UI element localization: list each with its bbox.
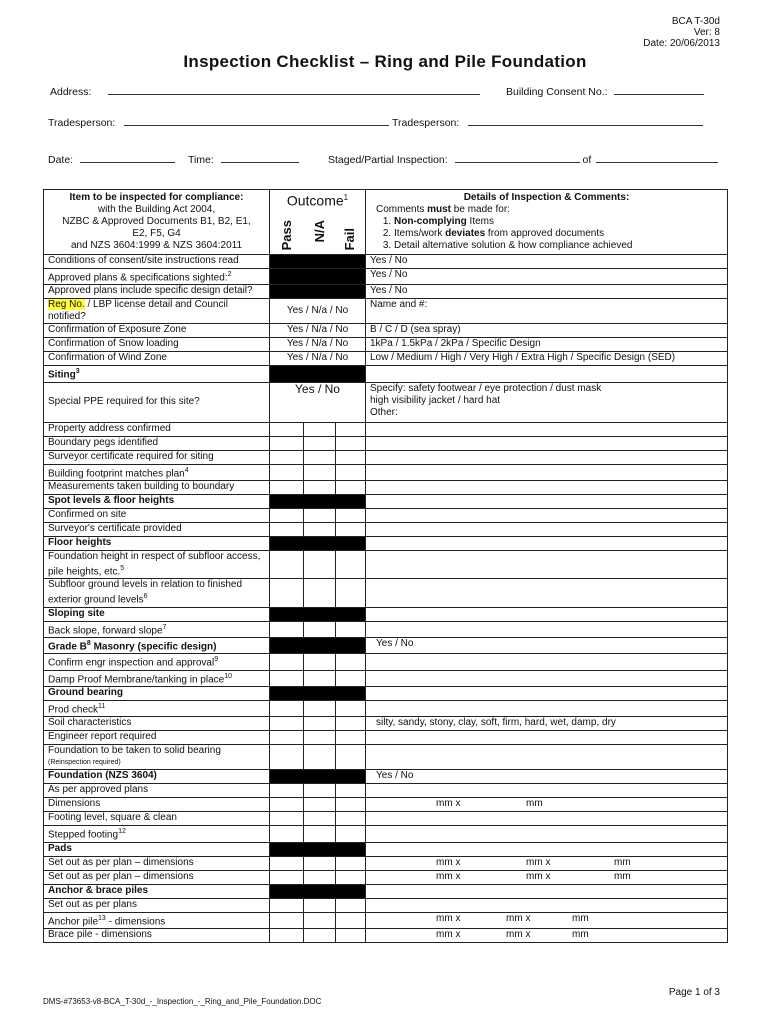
pass-cell[interactable]: [270, 550, 304, 578]
na-cell[interactable]: [304, 550, 336, 578]
dimensions-cell[interactable]: [366, 912, 728, 928]
staged-line: [328, 153, 718, 166]
consent-line: [506, 85, 704, 98]
fail-cell[interactable]: [336, 436, 366, 450]
date-field[interactable]: [80, 153, 175, 163]
details-intro: Comments must be made for:: [376, 204, 510, 215]
blocked-outcome: [270, 607, 366, 621]
table-row: [44, 670, 728, 686]
row-item: Special PPE required for this site?: [44, 382, 270, 422]
section-title: Anchor & brace piles: [44, 884, 270, 898]
row-details[interactable]: Specify: safety footwear / eye protection / dust mask high visibility jacket / hard hat Other:: [366, 382, 728, 422]
table-row: [44, 784, 728, 798]
table-row: [44, 912, 728, 928]
pass-cell[interactable]: [270, 912, 304, 928]
row-details[interactable]: [366, 884, 728, 898]
row-details[interactable]: Yes / No: [366, 637, 728, 653]
table-row: [44, 255, 728, 269]
pass-cell[interactable]: [270, 898, 304, 912]
blocked-outcome: [270, 842, 366, 856]
mm-label: mm: [572, 928, 589, 940]
pass-cell[interactable]: [270, 700, 304, 716]
row-item: Conditions of consent/site instructions read: [44, 255, 270, 269]
fail-header: Fail: [336, 212, 366, 254]
row-details[interactable]: [366, 826, 728, 842]
section-title: Floor heights: [44, 536, 270, 550]
table-row: [44, 422, 728, 436]
row-item: Footing level, square & clean: [44, 812, 270, 826]
blocked-outcome: [270, 686, 366, 700]
row-item: Building footprint matches plan$^4$: [44, 464, 270, 480]
section-row: [44, 366, 728, 382]
row-item: Foundation to be taken to solid bearing (Reinspection required): [44, 745, 270, 770]
section-row: [44, 536, 728, 550]
pass-cell[interactable]: [270, 654, 304, 670]
row-details[interactable]: [366, 522, 728, 536]
page-number: Page 1 of 3: [668, 987, 720, 998]
fail-cell[interactable]: [336, 550, 366, 578]
row-item: Subfloor ground levels in relation to finished exterior ground levels$^6$: [44, 579, 270, 607]
na-cell[interactable]: [304, 812, 336, 826]
details-item: 2. Items/work deviates from approved documents: [394, 228, 721, 240]
section-title: Foundation (NZS 3604): [44, 770, 270, 784]
row-outcome[interactable]: Yes / N/a / No: [270, 338, 366, 352]
na-cell[interactable]: [304, 508, 336, 522]
table-row: [44, 338, 728, 352]
row-item: Confirmation of Snow loading: [44, 338, 270, 352]
na-cell[interactable]: [304, 717, 336, 731]
outcome-footnote: 1: [343, 193, 349, 202]
row-details[interactable]: [366, 686, 728, 700]
fail-cell[interactable]: [336, 798, 366, 812]
fail-cell[interactable]: [336, 870, 366, 884]
row-item: Surveyor's certificate provided: [44, 522, 270, 536]
pass-header: Pass: [270, 212, 304, 254]
table-row: [44, 352, 728, 366]
dimensions-cell[interactable]: [366, 798, 728, 812]
row-item: Stepped footing$^{12}$: [44, 826, 270, 842]
section-title: Siting$^3$: [44, 366, 270, 382]
na-cell[interactable]: [304, 870, 336, 884]
table-row: [44, 450, 728, 464]
pass-cell[interactable]: [270, 856, 304, 870]
row-details[interactable]: Yes / No: [366, 269, 728, 285]
details-item: 1. Non-complying Items: [394, 216, 721, 228]
row-item: Set out as per plan – dimensions: [44, 870, 270, 884]
item-header-line: and NZS 3604:1999 & NZS 3604:2011: [70, 240, 243, 251]
na-cell[interactable]: [304, 928, 336, 942]
table-row: [44, 798, 728, 812]
fail-cell[interactable]: [336, 579, 366, 607]
of-field[interactable]: [596, 153, 718, 163]
na-cell[interactable]: [304, 826, 336, 842]
row-details[interactable]: [366, 621, 728, 637]
details-item: 3. Detail alternative solution & how compliance achieved: [394, 240, 721, 252]
row-details[interactable]: [366, 422, 728, 436]
mm-label: mm x: [506, 912, 531, 924]
row-details[interactable]: [366, 366, 728, 382]
table-row: [44, 436, 728, 450]
row-details[interactable]: [366, 579, 728, 607]
row-details[interactable]: [366, 842, 728, 856]
outcome-label: Outcome: [286, 192, 344, 209]
table-row: [44, 621, 728, 637]
section-title: Pads: [44, 842, 270, 856]
blocked-outcome: [270, 366, 366, 382]
na-cell[interactable]: [304, 670, 336, 686]
mm-label: mm x: [436, 798, 461, 810]
fail-cell[interactable]: [336, 745, 366, 770]
fail-cell[interactable]: [336, 856, 366, 870]
fail-cell[interactable]: [336, 731, 366, 745]
row-item: Damp Proof Membrane/tanking in place$^{10}$: [44, 670, 270, 686]
row-details[interactable]: [366, 494, 728, 508]
row-details[interactable]: [366, 700, 728, 716]
section-row: [44, 884, 728, 898]
na-cell[interactable]: [304, 700, 336, 716]
section-row: [44, 494, 728, 508]
na-cell[interactable]: [304, 798, 336, 812]
row-item: Confirmed on site: [44, 508, 270, 522]
na-cell[interactable]: [304, 654, 336, 670]
pass-cell[interactable]: [270, 784, 304, 798]
na-cell[interactable]: [304, 731, 336, 745]
mm-label: mm: [614, 870, 631, 882]
fail-cell[interactable]: [336, 826, 366, 842]
row-details[interactable]: [366, 450, 728, 464]
fail-cell[interactable]: [336, 670, 366, 686]
staged-label: Staged/Partial Inspection:: [328, 154, 448, 166]
form-version: Ver: 8: [693, 27, 720, 38]
table-row: [44, 870, 728, 884]
pass-cell[interactable]: [270, 717, 304, 731]
row-item: Dimensions: [44, 798, 270, 812]
table-row: [44, 731, 728, 745]
na-cell[interactable]: [304, 579, 336, 607]
na-cell[interactable]: [304, 522, 336, 536]
mm-label: mm: [526, 798, 543, 810]
dimensions-cell[interactable]: [366, 928, 728, 942]
mm-label: mm x: [526, 856, 551, 868]
na-cell[interactable]: [304, 784, 336, 798]
row-item: Property address confirmed: [44, 422, 270, 436]
mm-label: mm: [572, 912, 589, 924]
mm-label: mm x: [436, 856, 461, 868]
section-row: [44, 686, 728, 700]
row-details[interactable]: [366, 784, 728, 798]
row-item: Approved plans & specifications sighted:$^2$: [44, 269, 270, 285]
row-details[interactable]: [366, 607, 728, 621]
row-item: Surveyor certificate required for siting: [44, 450, 270, 464]
tradesperson2-field[interactable]: [468, 116, 703, 126]
row-details[interactable]: Name and #:: [366, 299, 728, 324]
pass-cell[interactable]: [270, 508, 304, 522]
row-item: Measurements taken building to boundary: [44, 480, 270, 494]
table-row: [44, 898, 728, 912]
dimensions-cell[interactable]: [366, 856, 728, 870]
pass-cell[interactable]: [270, 870, 304, 884]
row-details[interactable]: [366, 731, 728, 745]
pass-cell[interactable]: [270, 464, 304, 480]
fail-cell[interactable]: [336, 784, 366, 798]
form-code: BCA T-30d: [671, 16, 720, 27]
row-details[interactable]: B / C / D (sea spray): [366, 324, 728, 338]
blocked-outcome: [270, 884, 366, 898]
mm-label: mm x: [526, 870, 551, 882]
row-details[interactable]: [366, 436, 728, 450]
details-title: Details of Inspection & Comments:: [463, 192, 630, 203]
na-cell[interactable]: [304, 745, 336, 770]
row-item: Anchor pile$^{13}$ - dimensions: [44, 912, 270, 928]
fail-cell[interactable]: [336, 450, 366, 464]
row-item: Brace pile - dimensions: [44, 928, 270, 942]
details-header: [366, 190, 728, 255]
row-details[interactable]: 1kPa / 1.5kPa / 2kPa / Specific Design: [366, 338, 728, 352]
fail-cell[interactable]: [336, 812, 366, 826]
tradesperson1-field[interactable]: [124, 116, 389, 126]
row-outcome[interactable]: Yes / N/a / No: [270, 352, 366, 366]
consent-field[interactable]: [614, 85, 704, 95]
table-row: [44, 700, 728, 716]
row-item: Prod check$^{11}$: [44, 700, 270, 716]
row-outcome[interactable]: Yes / N/a / No: [270, 324, 366, 338]
table-row: [44, 508, 728, 522]
blocked-outcome: [270, 494, 366, 508]
row-item: As per approved plans: [44, 784, 270, 798]
details-list: [372, 216, 721, 252]
row-details[interactable]: Low / Medium / High / Very High / Extra High / Specific Design (SED): [366, 352, 728, 366]
pass-cell[interactable]: [270, 670, 304, 686]
na-header: N/A: [304, 212, 336, 254]
na-cell[interactable]: [304, 856, 336, 870]
table-row: [44, 480, 728, 494]
row-item: Confirmation of Exposure Zone: [44, 324, 270, 338]
table-row: [44, 826, 728, 842]
na-cell[interactable]: [304, 436, 336, 450]
table-row: [44, 285, 728, 299]
fail-cell[interactable]: [336, 654, 366, 670]
row-details[interactable]: silty, sandy, stony, clay, soft, firm, hard, wet, damp, dry: [366, 717, 728, 731]
date-label: Date:: [48, 154, 74, 166]
fail-cell[interactable]: [336, 480, 366, 494]
pass-cell[interactable]: [270, 812, 304, 826]
row-details[interactable]: Yes / No: [366, 770, 728, 784]
fail-cell[interactable]: [336, 912, 366, 928]
row-item: Soil characteristics: [44, 717, 270, 731]
na-cell[interactable]: [304, 464, 336, 480]
row-details[interactable]: [366, 670, 728, 686]
table-row: [44, 324, 728, 338]
page-title: Inspection Checklist – Ring and Pile Foundation: [183, 52, 587, 71]
section-title: Grade $B^8$ Masonry (specific design): [44, 637, 270, 653]
pass-cell[interactable]: [270, 798, 304, 812]
na-cell[interactable]: [304, 480, 336, 494]
blocked-outcome: [270, 255, 366, 269]
fail-cell[interactable]: [336, 464, 366, 480]
row-details[interactable]: [366, 898, 728, 912]
row-item: Boundary pegs identified: [44, 436, 270, 450]
pass-cell[interactable]: [270, 928, 304, 942]
blocked-outcome: [270, 770, 366, 784]
time-label: Time:: [187, 154, 214, 166]
pass-cell[interactable]: [270, 621, 304, 637]
fail-cell[interactable]: [336, 928, 366, 942]
row-details[interactable]: [366, 745, 728, 770]
fail-cell[interactable]: [336, 898, 366, 912]
table-row: [44, 299, 728, 324]
fail-cell[interactable]: [336, 422, 366, 436]
blocked-outcome: [270, 536, 366, 550]
tradesperson1-label: Tradesperson:: [48, 117, 116, 129]
na-cell[interactable]: [304, 621, 336, 637]
fail-cell[interactable]: [336, 700, 366, 716]
tradesperson1-line: [48, 116, 389, 129]
reg-no-highlight: Reg No.: [48, 299, 85, 311]
of-label: of: [582, 154, 592, 166]
table-row: [44, 745, 728, 770]
row-details[interactable]: [366, 812, 728, 826]
table-row: [44, 579, 728, 607]
address-label: Address:: [50, 86, 92, 98]
dimensions-cell[interactable]: [366, 870, 728, 884]
item-column-header: [44, 190, 270, 255]
outcome-header: [270, 190, 366, 213]
na-cell[interactable]: [304, 912, 336, 928]
time-field[interactable]: [221, 153, 299, 163]
reinspection-note: (Reinspection required): [48, 759, 121, 767]
row-item: Confirm engr inspection and approval$^9$: [44, 654, 270, 670]
table-row: [44, 654, 728, 670]
table-row: [44, 382, 728, 422]
address-line: [50, 85, 480, 98]
tradesperson2-line: [392, 116, 703, 129]
row-details[interactable]: [366, 654, 728, 670]
fail-cell[interactable]: [336, 621, 366, 637]
pass-cell[interactable]: [270, 731, 304, 745]
table-row: [44, 269, 728, 285]
item-header-line: E2, F5, G4: [132, 228, 181, 239]
section-row: [44, 770, 728, 784]
section-row: [44, 842, 728, 856]
row-item: Reg No. / LBP license detail and Council notified?: [44, 299, 270, 324]
row-details[interactable]: [366, 464, 728, 480]
pass-cell[interactable]: [270, 480, 304, 494]
date-line: [48, 153, 299, 166]
row-details[interactable]: Yes / No: [366, 285, 728, 299]
mm-label: mm: [614, 856, 631, 868]
pass-cell[interactable]: [270, 522, 304, 536]
consent-label: Building Consent No.:: [506, 86, 608, 98]
mm-label: mm x: [436, 912, 461, 924]
header-row: [44, 190, 728, 213]
mm-label: mm x: [436, 870, 461, 882]
fail-cell[interactable]: [336, 522, 366, 536]
item-header-line: NZBC & Approved Documents B1, B2, E1,: [62, 216, 251, 227]
row-details[interactable]: [366, 550, 728, 578]
table-row: [44, 812, 728, 826]
row-item: Set out as per plans: [44, 898, 270, 912]
row-details[interactable]: [366, 508, 728, 522]
pass-cell[interactable]: [270, 422, 304, 436]
blocked-outcome: [270, 285, 366, 299]
table-row: [44, 928, 728, 942]
row-details[interactable]: Yes / No: [366, 255, 728, 269]
checklist-table: [43, 189, 728, 943]
row-item: Approved plans include specific design detail?: [44, 285, 270, 299]
row-outcome[interactable]: Yes / N/a / No: [270, 299, 366, 324]
row-item: Engineer report required: [44, 731, 270, 745]
row-details[interactable]: [366, 536, 728, 550]
na-cell[interactable]: [304, 422, 336, 436]
mm-label: mm x: [506, 928, 531, 940]
tradesperson2-label: Tradesperson:: [392, 117, 460, 129]
pass-cell[interactable]: [270, 579, 304, 607]
section-title: Sloping site: [44, 607, 270, 621]
document-filename: DMS-#73653-v8-BCA_T-30d_-_Inspection_-_Ring_and_Pile_Foundation.DOC: [43, 997, 322, 1006]
table-row: [44, 550, 728, 578]
section-title: Spot levels & floor heights: [44, 494, 270, 508]
section-title: Ground bearing: [44, 686, 270, 700]
document-header: [643, 16, 720, 49]
table-row: [44, 856, 728, 870]
pass-cell[interactable]: [270, 450, 304, 464]
na-cell[interactable]: [304, 898, 336, 912]
item-header-line: Item to be inspected for compliance:: [69, 192, 244, 203]
table-row: [44, 522, 728, 536]
blocked-outcome: [270, 637, 366, 653]
section-row: [44, 607, 728, 621]
na-cell[interactable]: [304, 450, 336, 464]
pass-cell[interactable]: [270, 436, 304, 450]
table-row: [44, 464, 728, 480]
pass-cell[interactable]: [270, 745, 304, 770]
section-row: [44, 637, 728, 653]
address-field[interactable]: [108, 85, 480, 95]
row-details[interactable]: [366, 480, 728, 494]
staged-field[interactable]: [455, 153, 580, 163]
row-item: Confirmation of Wind Zone: [44, 352, 270, 366]
item-header-line: with the Building Act 2004,: [97, 204, 216, 215]
row-outcome[interactable]: Yes / No: [270, 382, 366, 422]
fail-cell[interactable]: [336, 508, 366, 522]
fail-cell[interactable]: [336, 717, 366, 731]
pass-cell[interactable]: [270, 826, 304, 842]
blocked-outcome: [270, 269, 366, 285]
row-item: Foundation height in respect of subfloor access, pile heights, etc.$^5$: [44, 550, 270, 578]
table-row: [44, 717, 728, 731]
row-item: Back slope, forward slope$^7$: [44, 621, 270, 637]
row-item: Set out as per plan – dimensions: [44, 856, 270, 870]
form-date: Date: 20/06/2013: [643, 38, 720, 49]
mm-label: mm x: [436, 928, 461, 940]
